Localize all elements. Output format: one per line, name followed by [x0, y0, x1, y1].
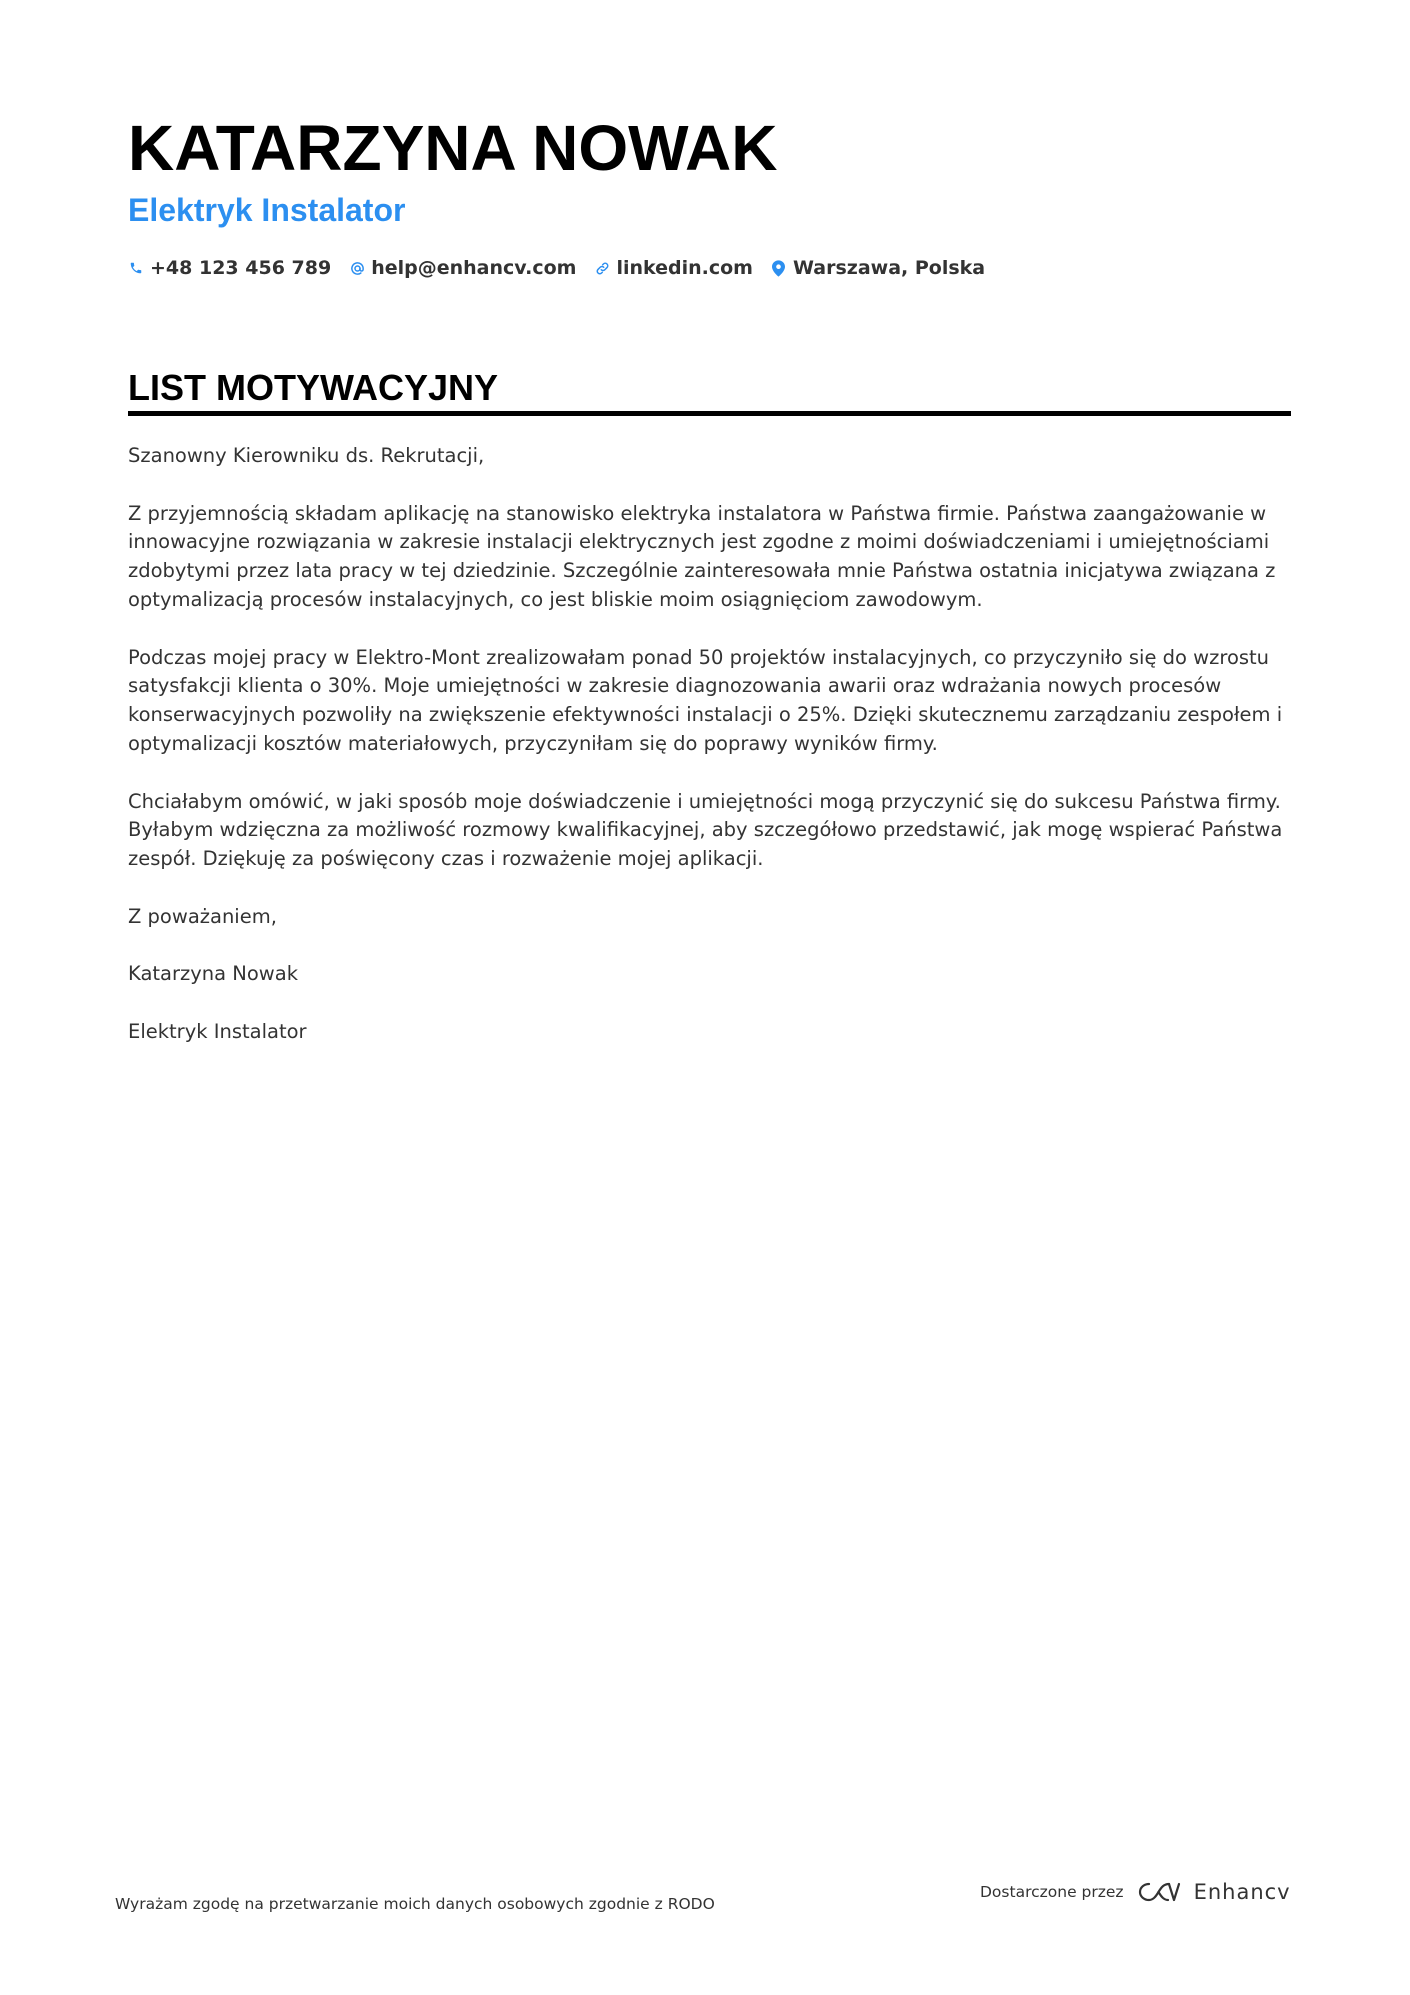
- enhancv-brand-name[interactable]: Enhancv: [1193, 1880, 1291, 1904]
- contact-location-text: Warszawa, Polska: [792, 257, 986, 279]
- enhancv-logo-icon: [1136, 1880, 1182, 1904]
- section-divider: [128, 411, 1291, 416]
- contact-bar: [128, 254, 1003, 282]
- letter-greeting: Szanowny Kierowniku ds. Rekrutacji,: [128, 444, 485, 467]
- contact-phone-text: +48 123 456 789: [150, 257, 332, 279]
- letter-body: [128, 442, 1291, 1076]
- powered-by-label: Dostarczone przez: [980, 1883, 1124, 1901]
- powered-by: [980, 1880, 1291, 1904]
- contact-email-text: help@enhancv.com: [371, 257, 577, 279]
- location-pin-icon: [771, 258, 787, 278]
- contact-linkedin-text: linkedin.com: [616, 257, 753, 279]
- gdpr-consent-note: Wyrażam zgodę na przetwarzanie moich danych osobowych zgodnie z RODO: [115, 1895, 715, 1913]
- contact-linkedin: [594, 256, 753, 280]
- contact-email: [349, 256, 576, 280]
- section-title: LIST MOTYWACYJNY: [128, 367, 499, 408]
- letter-paragraph: Chciałabym omówić, w jaki sposób moje doświadczenie i umiejętności mogą przyczynić się do sukcesu Państwa firmy. Byłabym wdzięczna za możliwość rozmowy kwalifikacyjnej, aby szczegółowo przedstawić, jak mogę wspierać Państwa zespół. Dziękuję za poświęcony czas i rozważenie mojej aplikacji.: [128, 789, 1283, 871]
- candidate-name: KATARZYNA NOWAK: [128, 112, 778, 184]
- at-icon: [349, 258, 365, 278]
- signature-title: Elektryk Instalator: [128, 1019, 307, 1043]
- contact-location: [771, 256, 985, 280]
- candidate-job-title: Elektryk Instalator: [128, 192, 406, 228]
- letter-paragraph: Z przyjemnością składam aplikację na stanowisko elektryka instalatora w Państwa firmie. Państwa zaangażowanie w innowacyjne rozwiązania w zakresie instalacji elektrycznych jest zgodne z moimi doświadczeniami i umiejętnościami zdobytymi przez lata pracy w tej dziedzinie. Szczególnie zainteresowała mnie Państwa ostatnia inicjatywa związana z optymalizacją procesów instalacyjnych, co jest bliskie moim osiągnięciom zawodowym.: [128, 501, 1276, 611]
- link-icon: [594, 258, 610, 278]
- signature-name: Katarzyna Nowak: [128, 962, 298, 986]
- phone-icon: [128, 258, 144, 278]
- letter-paragraph: Podczas mojej pracy w Elektro-Mont zrealizowałam ponad 50 projektów instalacyjnych, co przyczyniło się do wzrostu satysfakcji klienta o 30%. Moje umiejętności w zakresie diagnozowania awarii oraz wdrażania nowych procesów konserwacyjnych pozwoliły na zwiększenie efektywności instalacji o 25%. Dzięki skutecznemu zarządzaniu zespołem i optymalizacji kosztów materiałowych, przyczyniłam się do poprawy wyników firmy.: [128, 645, 1283, 755]
- letter-closing: Z poważaniem,: [128, 904, 277, 928]
- contact-phone: [128, 256, 331, 280]
